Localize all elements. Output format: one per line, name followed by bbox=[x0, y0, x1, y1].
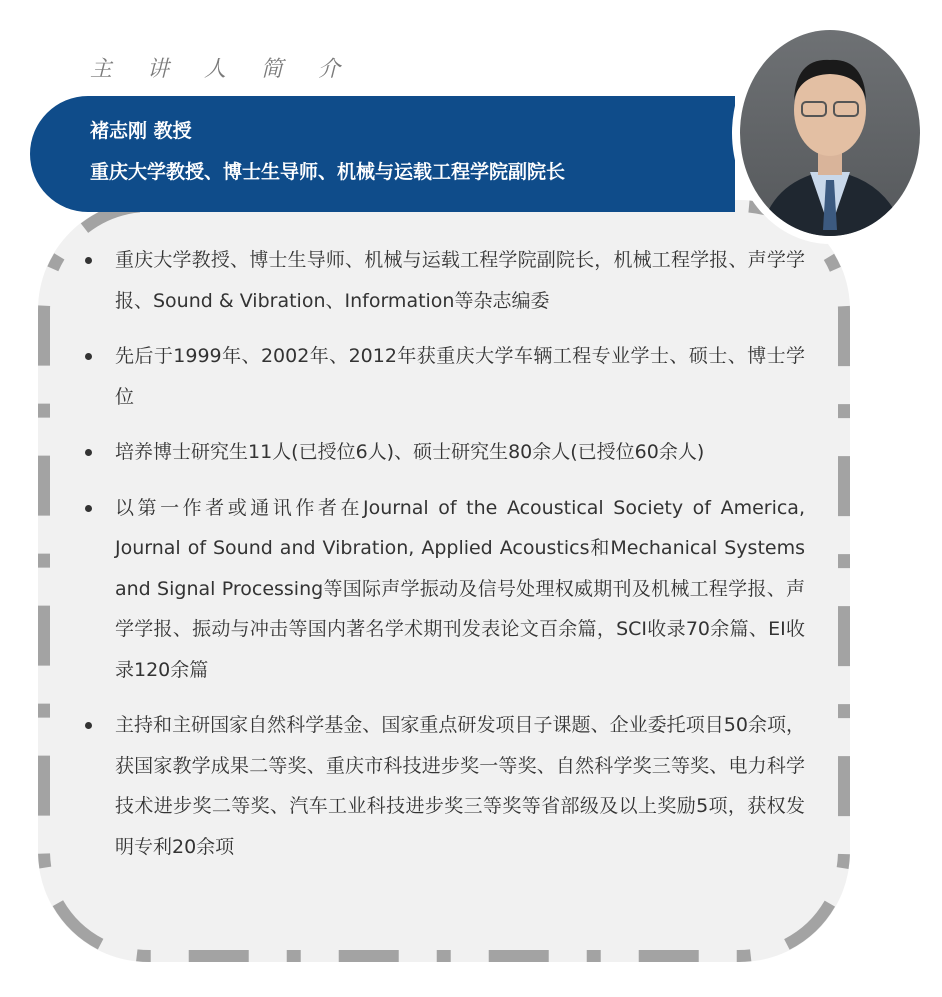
bio-item: 先后于1999年、2002年、2012年获重庆大学车辆工程专业学士、硕士、博士学位 bbox=[80, 336, 805, 417]
section-heading: 主 讲 人 简 介 bbox=[90, 57, 354, 82]
bio-item: 主持和主研国家自然科学基金、国家重点研发项目子课题、企业委托项目50余项，获国家教学成果二等奖、重庆市科技进步奖一等奖、自然科学奖三等奖、电力科学技术进步奖二等奖、汽车工业科技进步奖三等奖等省部级及以上奖励5项，获权发明专利20余项 bbox=[80, 705, 805, 867]
bio-list bbox=[80, 240, 805, 882]
portrait-icon bbox=[740, 30, 920, 236]
speaker-name: 褚志刚 教授 bbox=[90, 120, 192, 142]
bio-item: 重庆大学教授、博士生导师、机械与运载工程学院副院长，机械工程学报、声学学报、Sound & Vibration、Information等杂志编委 bbox=[80, 240, 805, 321]
speaker-title: 重庆大学教授、博士生导师、机械与运载工程学院副院长 bbox=[90, 161, 566, 183]
bio-item: 以第一作者或通讯作者在Journal of the Acoustical Society of America, Journal of Sound and Vibration, Applied Acoustics和Mechanical Systems and Signal Processing等国际声学振动及信号处理权威期刊及机械工程学报、声学学报、振动与冲击等国内著名学术期刊发表论文百余篇，SCI收录70余篇、EI收录120余篇 bbox=[80, 488, 805, 691]
speaker-photo bbox=[732, 22, 928, 244]
bio-item: 培养博士研究生11人(已授位6人)、硕士研究生80余人(已授位60余人) bbox=[80, 432, 805, 473]
speaker-banner bbox=[30, 96, 735, 212]
